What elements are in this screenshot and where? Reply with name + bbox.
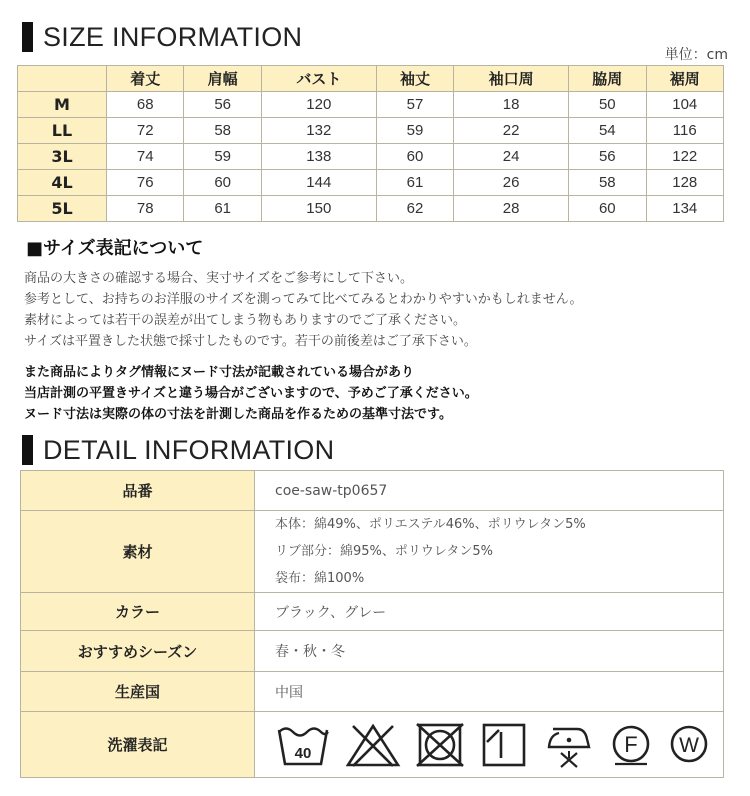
- wet-clean-w-icon: [667, 722, 711, 768]
- detail-row-material: [21, 511, 724, 593]
- svg-text:F: F: [624, 731, 638, 757]
- detail-section-title: DETAIL INFORMATION: [43, 434, 335, 465]
- table-cell: 58: [184, 118, 261, 144]
- table-cell: 60: [376, 144, 453, 170]
- material-line: 本体：綿49%、ポリエステル46%、ポリウレタン5%: [275, 517, 586, 532]
- table-cell: 116: [646, 118, 723, 144]
- size-label: 4L: [18, 170, 107, 196]
- detail-label: 品番: [21, 471, 255, 511]
- size-section-header: [22, 20, 302, 54]
- size-table-header-row: [18, 66, 724, 92]
- detail-label: カラー: [21, 593, 255, 631]
- size-notes-title: ■サイズ表記について: [26, 238, 204, 259]
- table-cell: 72: [107, 118, 184, 144]
- table-cell: 28: [454, 196, 569, 222]
- detail-section-header: [22, 433, 334, 467]
- note-line: 素材によっては若干の誤差が出てしまう物もありますのでご了承ください。: [24, 313, 467, 328]
- detail-row-origin: [21, 672, 724, 712]
- detail-row-product-code: [21, 471, 724, 511]
- column-header: 脇周: [569, 66, 646, 92]
- table-cell: 24: [454, 144, 569, 170]
- low-iron-icon: [543, 721, 595, 769]
- origin-value: 中国: [255, 672, 724, 712]
- detail-label: 洗濯表記: [21, 712, 255, 778]
- column-header: 袖丈: [376, 66, 453, 92]
- table-cell: 104: [646, 92, 723, 118]
- detail-table: [20, 470, 724, 778]
- table-cell: 120: [261, 92, 376, 118]
- column-header: 肩幅: [184, 66, 261, 92]
- table-cell: 56: [184, 92, 261, 118]
- table-cell: 61: [184, 196, 261, 222]
- table-cell: 74: [107, 144, 184, 170]
- size-section-title: SIZE INFORMATION: [43, 21, 303, 52]
- table-cell: 61: [376, 170, 453, 196]
- table-cell: 78: [107, 196, 184, 222]
- size-table-corner: [18, 66, 107, 92]
- notice-line: ヌード寸法は実際の体の寸法を計測した商品を作るための基準寸法です。: [24, 407, 452, 422]
- table-cell: 18: [454, 92, 569, 118]
- detail-label: おすすめシーズン: [21, 631, 255, 672]
- table-cell: 134: [646, 196, 723, 222]
- detail-row-care: [21, 712, 724, 778]
- care-symbols: [255, 712, 724, 778]
- table-row: [18, 144, 724, 170]
- size-notes-text: [24, 268, 582, 352]
- table-cell: 58: [569, 170, 646, 196]
- notice-line: また商品によりタグ情報にヌード寸法が記載されている場合があり: [24, 365, 415, 380]
- section-bar: [22, 435, 33, 465]
- table-row: [18, 196, 724, 222]
- no-tumble-dry-icon: [415, 722, 465, 768]
- table-cell: 26: [454, 170, 569, 196]
- table-cell: 68: [107, 92, 184, 118]
- color-value: ブラック、グレー: [255, 593, 724, 631]
- table-cell: 59: [376, 118, 453, 144]
- table-row: [18, 92, 724, 118]
- note-line: 商品の大きさの確認する場合、実寸サイズをご参考にして下さい。: [24, 271, 413, 286]
- table-cell: 132: [261, 118, 376, 144]
- unit-label: 単位：cm: [664, 47, 728, 63]
- table-cell: 57: [376, 92, 453, 118]
- table-cell: 150: [261, 196, 376, 222]
- detail-row-season: [21, 631, 724, 672]
- table-cell: 50: [569, 92, 646, 118]
- table-cell: 128: [646, 170, 723, 196]
- material-line: リブ部分：綿95%、ポリウレタン5%: [275, 544, 493, 559]
- table-cell: 56: [569, 144, 646, 170]
- size-table: [17, 65, 724, 222]
- wash-temp-label: 40: [294, 744, 312, 762]
- line-dry-icon: [479, 722, 529, 768]
- table-cell: 60: [569, 196, 646, 222]
- detail-label: 素材: [21, 511, 255, 593]
- table-cell: 60: [184, 170, 261, 196]
- size-label: LL: [18, 118, 107, 144]
- table-cell: 138: [261, 144, 376, 170]
- table-cell: 59: [184, 144, 261, 170]
- detail-row-color: [21, 593, 724, 631]
- table-cell: 122: [646, 144, 723, 170]
- column-header: 着丈: [107, 66, 184, 92]
- table-cell: 144: [261, 170, 376, 196]
- wash-40-icon: [275, 722, 331, 768]
- note-line: サイズは平置きした状態で採寸したものです。若干の前後差はご了承下さい。: [24, 334, 477, 349]
- season-value: 春・秋・冬: [255, 631, 724, 672]
- size-label: M: [18, 92, 107, 118]
- table-cell: 54: [569, 118, 646, 144]
- svg-text:W: W: [679, 733, 699, 757]
- table-row: [18, 170, 724, 196]
- size-label: 5L: [18, 196, 107, 222]
- table-cell: 62: [376, 196, 453, 222]
- section-bar: [22, 22, 33, 52]
- table-cell: 22: [454, 118, 569, 144]
- detail-label: 生産国: [21, 672, 255, 712]
- material-value: [255, 511, 724, 593]
- table-row: [18, 118, 724, 144]
- column-header: バスト: [261, 66, 376, 92]
- dry-clean-f-icon: [609, 722, 653, 768]
- column-header: 袖口周: [454, 66, 569, 92]
- product-code-value: coe-saw-tp0657: [255, 471, 724, 511]
- notice-line: 当店計測の平置きサイズと違う場合がございますので、予めご了承ください。: [24, 386, 478, 401]
- nude-size-notice: [24, 362, 478, 425]
- column-header: 裾周: [646, 66, 723, 92]
- table-cell: 76: [107, 170, 184, 196]
- no-bleach-icon: [345, 722, 401, 768]
- note-line: 参考として、お持ちのお洋服のサイズを測ってみて比べてみるとわかりやすいかもしれません。: [24, 292, 583, 307]
- size-label: 3L: [18, 144, 107, 170]
- material-line: 袋布：綿100%: [275, 571, 365, 586]
